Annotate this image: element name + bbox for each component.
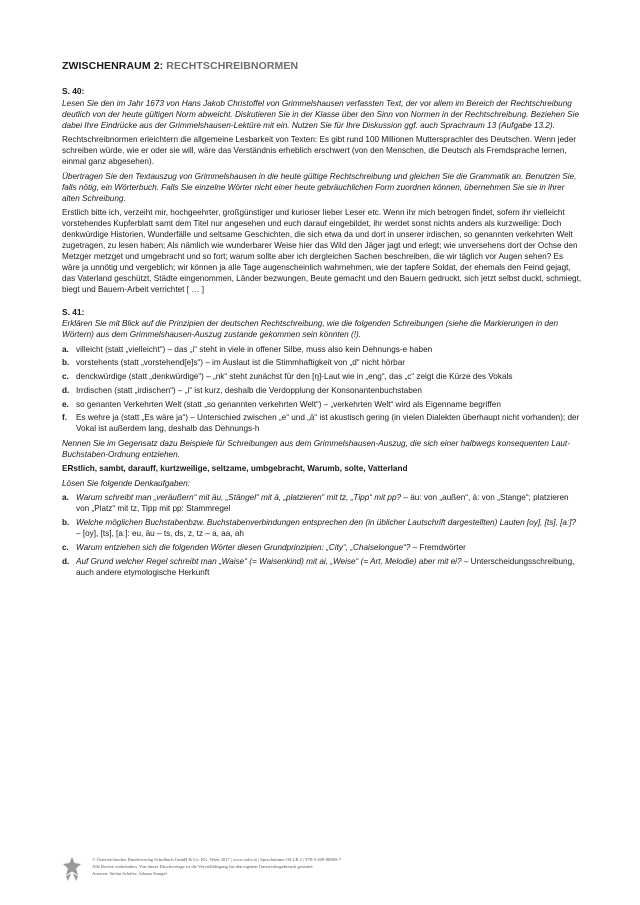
section-label-s40: S. 40: [62, 86, 85, 96]
s40-instruction-2: Übertragen Sie den Textauszug von Grimmelshausen in die heute gültige Rechtschreibung und gleichen Sie die Grammatik an. Benutzen Sie, falls nötig, ein Wörterbuch. Falls Sie einzelne Wörter nicht einer heute gebräuchlichen Form zuordnen können, übernehmen Sie sie in ihrer alten Schreibung. [62, 171, 577, 203]
authors-line: Autoren: Stefan Schäfer; Johann Stangel [92, 871, 167, 877]
s40-answer-2: Erstlich bitte ich, verzeiht mir, hochgeehrter, großgünstiger und kurioser lieber Leser etc. Wenn ihr mich betrogen findet, sofern ihr vielleicht vorstehendes Kupferblatt samt dem Titel nur angesehen und euch darauf eingebildet, ihr werdet sonst nichts anders als kurzweilige: Doch denkwürdige Historien, Wunderfälle und seltsame Geschichten, die sich etwa da und dort in unserer irdischen, so genannten verkehrten Welt zugetragen, zu lesen haben; Als nämlich wie wunderbarer Weise hier das Wild den Jäger jagt und erlegt; wie unversehens dort der Ochse den Metzger metzget und umgebracht und so fort; warum sollte aber ich dergleichen Sachen beschreiben, die wir täglich vor Augen sehen? Es wäre ja unnötig und vergeblich; wir können ja alle Tage augenscheinlich wahrnehmen, wie der tapfere Soldat, der ehemals den Feind gejagt, das Vaterland geschützt, Städte eingenommen, Länder bezwungen, Beute gemacht und den Bauern gedruckt, sich jetzt selbst duckt, schmiegt, biegt und Bauern-Arbeit verrichtet [ … ] [62, 208, 582, 294]
s40-instruction: Lesen Sie den im Jahr 1673 von Hans Jakob Christoffel von Grimmelshausen verfassten Text, der vor allem im Bereich der Rechtschreibung deutlich von der heute gültigen Norm abweicht. Diskutieren Sie in der Klasse über den Sinn von Normen in der Rechtschreibung. Beziehen Sie dabei Ihre Eindrücke aus der Grimmelshausen-Lektüre mit ein. Nutzen Sie für Ihre Diskussion ggf. auch Sprachraum 13 (Aufgabe 13.2). [62, 98, 580, 130]
s41-examples: ERstlich, sambt, darauff, kurtzweilige, seltzame, umbgebracht, Warumb, solte, Vatterland [62, 464, 408, 474]
s41-instruction-3: Lösen Sie folgende Denkaufgaben: [62, 478, 190, 488]
list-item: b. Welche möglichen Buchstabenbzw. Buchstabenverbindungen entsprechen den (in üblicher Lautschrift dargestellten) Lauten [oy], [ts], [aː]? – [oy], [ts], [aː]: eu, äu – ts, ds, z, tz – a, aa, ah [62, 518, 577, 539]
title-sub: RECHTSCHREIBNORMEN [166, 60, 299, 72]
list-item: c. denckwürdige (statt „denkwürdige“) – „nk“ steht zunächst für den [ŋ]-Laut wie in „eng“, das „c“ zeigt die Kürze des Vokals [62, 372, 513, 382]
list-item: f. Es wehre ja (statt „Es wäre ja“) – Unterschied zwischen „e“ und „ä“ ist akustisch gering (in vielen Dialekten überhaupt nicht vorhanden); der Vokal ist außerdem lang, deshalb das Dehnungs-h [62, 413, 580, 434]
copyright-line: © Österreichischer Bundesverlag Schulbuch GmbH & Co. KG, Wien 2017 | www.oebv.at | Sprachräume OS LB 2 | 978-3-209-08869-7 [92, 857, 342, 862]
list-item: a. villeicht (statt „vielleicht“) – das „i“ steht in viele in offener Silbe, muss also kein Dehnungs-e haben [62, 344, 433, 354]
s40-answer-1: Rechtschreibnormen erleichtern die allgemeine Lesbarkeit von Texten: Es gibt rund 100 Millionen Muttersprachler des Deutschen. Wenn jeder schreiben würde, wie er oder sie will, wäre das Verständnis erheblich erschwert (von den Menschen, die Deutsch als Fremdsprache lernen, einmal ganz abgesehen). [62, 135, 576, 166]
list-item: c. Warum entziehen sich die folgenden Wörter diesen Grundprinzipien: „City“, „Chaiselongue“? – Fremdwörter [62, 543, 466, 553]
publisher-logo-icon [62, 856, 82, 882]
s41-instruction: Erklären Sie mit Blick auf die Prinzipien der deutschen Rechtschreibung, wie die folgenden Schreibungen (siehe die Markierungen in den Wörtern) aus dem Grimmelshausen-Auszug zustande gekommen sein könnten (!). [62, 319, 559, 339]
footer-text [92, 856, 341, 878]
list-item: e. so genanten Verkehrten Welt (statt „so genannten verkehrten Welt“) – „verkehrten Welt“ wird als Eigenname begriffen [62, 399, 501, 409]
rights-line: Alle Rechte vorbehalten. Von dieser Druckvorlage ist die Vervielfältigung für den eigenen Unterrichtsgebrauch gestattet. [92, 864, 314, 870]
thinking-tasks-list [62, 492, 582, 577]
list-item: d. Irrdischen (statt „irdischen“) – „i“ ist kurz, deshalb die Verdopplung der Konsonantenbuchstaben [62, 385, 422, 395]
list-item: b. vorstehents (statt „vorstehend[e]s“) – im Auslaut ist die Stimmhaftigkeit von „d“ nicht hörbar [62, 358, 406, 368]
worksheet-page [62, 60, 582, 581]
s41-instruction-2: Nennen Sie im Gegensatz dazu Beispiele für Schreibungen aus dem Grimmelshausen-Auszug, die sich einer halbwegs konsequenten Laut-Buchstaben-Ordnung entziehen. [62, 438, 570, 459]
title-main: ZWISCHENRAUM 2: [62, 60, 167, 72]
page-title [62, 60, 582, 72]
list-item: d. Auf Grund welcher Regel schreibt man „Waise“ (= Waisenkind) mit ai, „Weise“ (= Art, Melodie) aber mit ei? – Unterscheidungsschreibung, auch andere etymologische Herkunft [62, 556, 575, 577]
page-footer [62, 854, 582, 884]
list-item: a. Warum schreibt man „veräußern“ mit äu, „Stängel“ mit ä, „platzieren“ mit tz, „Tipp“ mit pp? – äu: von „außen“, ä: von „Stange“; platzieren von „Platz“ mit tz, Tipp mit pp: Stammregel [62, 493, 569, 514]
spelling-explanations-list [62, 344, 582, 435]
section-label-s41: S. 41: [62, 306, 85, 317]
